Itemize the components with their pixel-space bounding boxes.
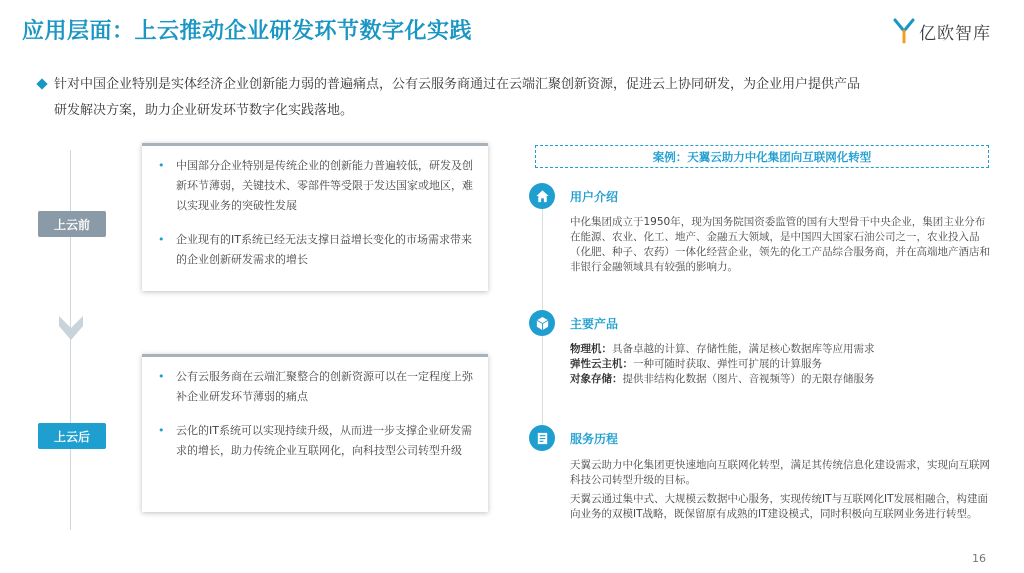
yiou-logo-icon xyxy=(893,18,915,44)
service-paragraph-2: 天翼云通过集中式、大规模云数据中心服务，实现传统IT与互联网化IT发展相融合，构建面向业务的双模IT战略，既保留原有成熟的IT建设模式，同时积极向互联网业务进行转型。 xyxy=(570,493,989,520)
products-title: 主要产品 xyxy=(570,317,619,331)
intro-line-2: 研发解决方案，助力企业研发环节数字化实践落地。 xyxy=(54,103,354,118)
products-body xyxy=(570,342,990,387)
case-connector-line xyxy=(542,334,543,428)
bullet-icon: • xyxy=(158,424,165,437)
page-number: 16 xyxy=(972,552,986,565)
document-icon xyxy=(529,425,555,451)
before-item: • 中国部分企业特别是传统企业的创新能力普遍较低，研发及创新环节薄弱，关键技术、零部件等受限于发达国家或地区，难以实现业务的突破性发展 xyxy=(156,156,474,216)
logo-text: 亿欧智库 xyxy=(919,23,991,44)
logo xyxy=(893,18,991,44)
service-body xyxy=(570,458,990,522)
diamond-bullet-icon xyxy=(36,78,47,89)
bullet-icon: • xyxy=(158,370,165,383)
before-item: • 企业现有的IT系统已经无法支撑日益增长变化的市场需求带来的企业创新研发需求的增长 xyxy=(156,230,474,270)
before-card xyxy=(142,143,488,291)
after-card xyxy=(142,354,488,512)
user-intro-body: 中化集团成立于1950年，现为国务院国资委监管的国有大型骨干中央企业，集团主业分布在能源、农业、化工、地产、金融五大领域，是中国四大国家石油公司之一，农业投入品（化肥、种子、农药）一体化经营企业，领先的化工产品综合服务商，并在高端地产酒店和非银行金融领域具有较强的影响力。 xyxy=(570,216,990,273)
case-label: 案例：天翼云助力中化集团向互联网化转型 xyxy=(535,145,989,168)
bullet-icon: • xyxy=(158,159,165,172)
service-title: 服务历程 xyxy=(570,432,619,446)
page-title: 应用层面：上云推动企业研发环节数字化实践 xyxy=(22,19,473,44)
product-item: 物理机：具备卓越的计算、存储性能，满足核心数据库等应用需求 xyxy=(570,343,875,355)
intro-line-1: 针对中国企业特别是实体经济企业创新能力弱的普遍痛点，公有云服务商通过在云端汇聚创新资源，促进云上协同研发，为企业用户提供产品 xyxy=(54,77,861,92)
product-item: 对象存储：提供非结构化数据（图片、音视频等）的无限存储服务 xyxy=(570,373,875,385)
product-item: 弹性云主机：一种可随时获取、弹性可扩展的计算服务 xyxy=(570,358,822,370)
service-paragraph-1: 天翼云助力中化集团更快速地向互联网化转型，满足其传统信息化建设需求，实现向互联网科技公司转型升级的目标。 xyxy=(570,459,990,486)
user-intro-title: 用户介绍 xyxy=(570,190,619,204)
cube-icon xyxy=(529,310,555,336)
bullet-icon: • xyxy=(158,233,165,246)
after-item: • 公有云服务商在云端汇聚整合的创新资源可以在一定程度上弥补企业研发环节薄弱的痛点 xyxy=(156,367,474,407)
chevron-down-icon xyxy=(58,314,84,342)
stage-tag-before: 上云前 xyxy=(38,211,106,237)
stage-tag-after: 上云后 xyxy=(38,423,106,449)
home-icon xyxy=(529,183,555,209)
case-connector-line xyxy=(542,206,543,312)
after-item: • 云化的IT系统可以实现持续升级，从而进一步支撑企业研发需求的增长，助力传统企业互联网化，向科技型公司转型升级 xyxy=(156,421,474,461)
